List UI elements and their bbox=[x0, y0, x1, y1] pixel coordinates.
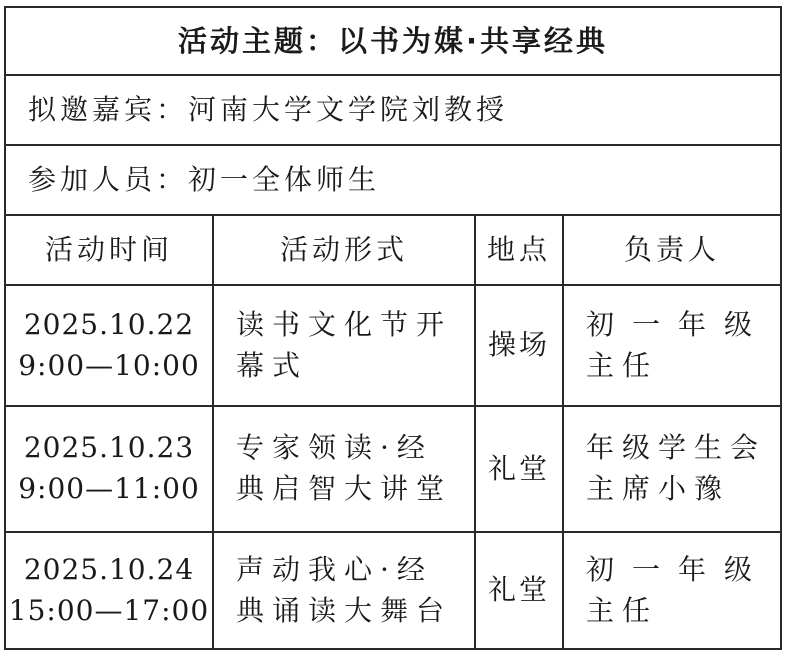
activity-date: 2025.10.24 bbox=[23, 552, 195, 586]
activity-time bbox=[5, 406, 213, 532]
guest-row bbox=[5, 75, 781, 145]
activity-form-line: 幕式 bbox=[236, 348, 309, 382]
invited-guest: 拟邀嘉宾：河南大学文学院刘教授 bbox=[5, 75, 781, 145]
title-row bbox=[5, 7, 781, 75]
activity-owner-line: 主任 bbox=[586, 593, 659, 627]
activity-form bbox=[213, 532, 475, 649]
activity-form-line: 专家领读·经 bbox=[236, 431, 433, 465]
activity-place: 操场 bbox=[475, 285, 563, 406]
header-form: 活动形式 bbox=[213, 215, 475, 285]
table-row bbox=[5, 406, 781, 532]
header-place: 地点 bbox=[475, 215, 563, 285]
activity-form bbox=[213, 285, 475, 406]
header-owner: 负责人 bbox=[563, 215, 781, 285]
activity-owner bbox=[563, 406, 781, 532]
activity-owner bbox=[563, 532, 781, 649]
header-row bbox=[5, 215, 781, 285]
activity-form-line: 典启智大讲堂 bbox=[236, 472, 453, 505]
activity-owner bbox=[563, 285, 781, 406]
activity-form-line: 声动我心·经 bbox=[236, 552, 433, 586]
table-row bbox=[5, 532, 781, 649]
activity-hours: 9:00—10:00 bbox=[18, 348, 200, 382]
table-row bbox=[5, 285, 781, 406]
activity-plan-table bbox=[4, 6, 782, 650]
activity-place: 礼堂 bbox=[475, 406, 563, 532]
activity-hours: 9:00—11:00 bbox=[18, 472, 200, 505]
activity-owner-line: 初一年级 bbox=[586, 552, 771, 586]
activity-time bbox=[5, 285, 213, 406]
activity-date: 2025.10.22 bbox=[23, 307, 195, 341]
activity-form bbox=[213, 406, 475, 532]
activity-hours: 15:00—17:00 bbox=[8, 593, 210, 627]
activity-time bbox=[5, 532, 213, 649]
activity-theme: 活动主题：以书为媒·共享经典 bbox=[5, 7, 781, 75]
activity-date: 2025.10.23 bbox=[23, 431, 195, 465]
participants-row bbox=[5, 145, 781, 215]
activity-form-line: 典诵读大舞台 bbox=[236, 593, 453, 627]
activity-place: 礼堂 bbox=[475, 532, 563, 649]
activity-owner-line: 初一年级 bbox=[586, 307, 771, 341]
activity-owner-line: 主任 bbox=[586, 348, 659, 382]
header-time: 活动时间 bbox=[5, 215, 213, 285]
participants: 参加人员：初一全体师生 bbox=[5, 145, 781, 215]
activity-form-line: 读书文化节开 bbox=[236, 307, 453, 341]
activity-owner-line: 主席小豫 bbox=[586, 472, 731, 505]
activity-owner-line: 年级学生会 bbox=[586, 431, 767, 465]
